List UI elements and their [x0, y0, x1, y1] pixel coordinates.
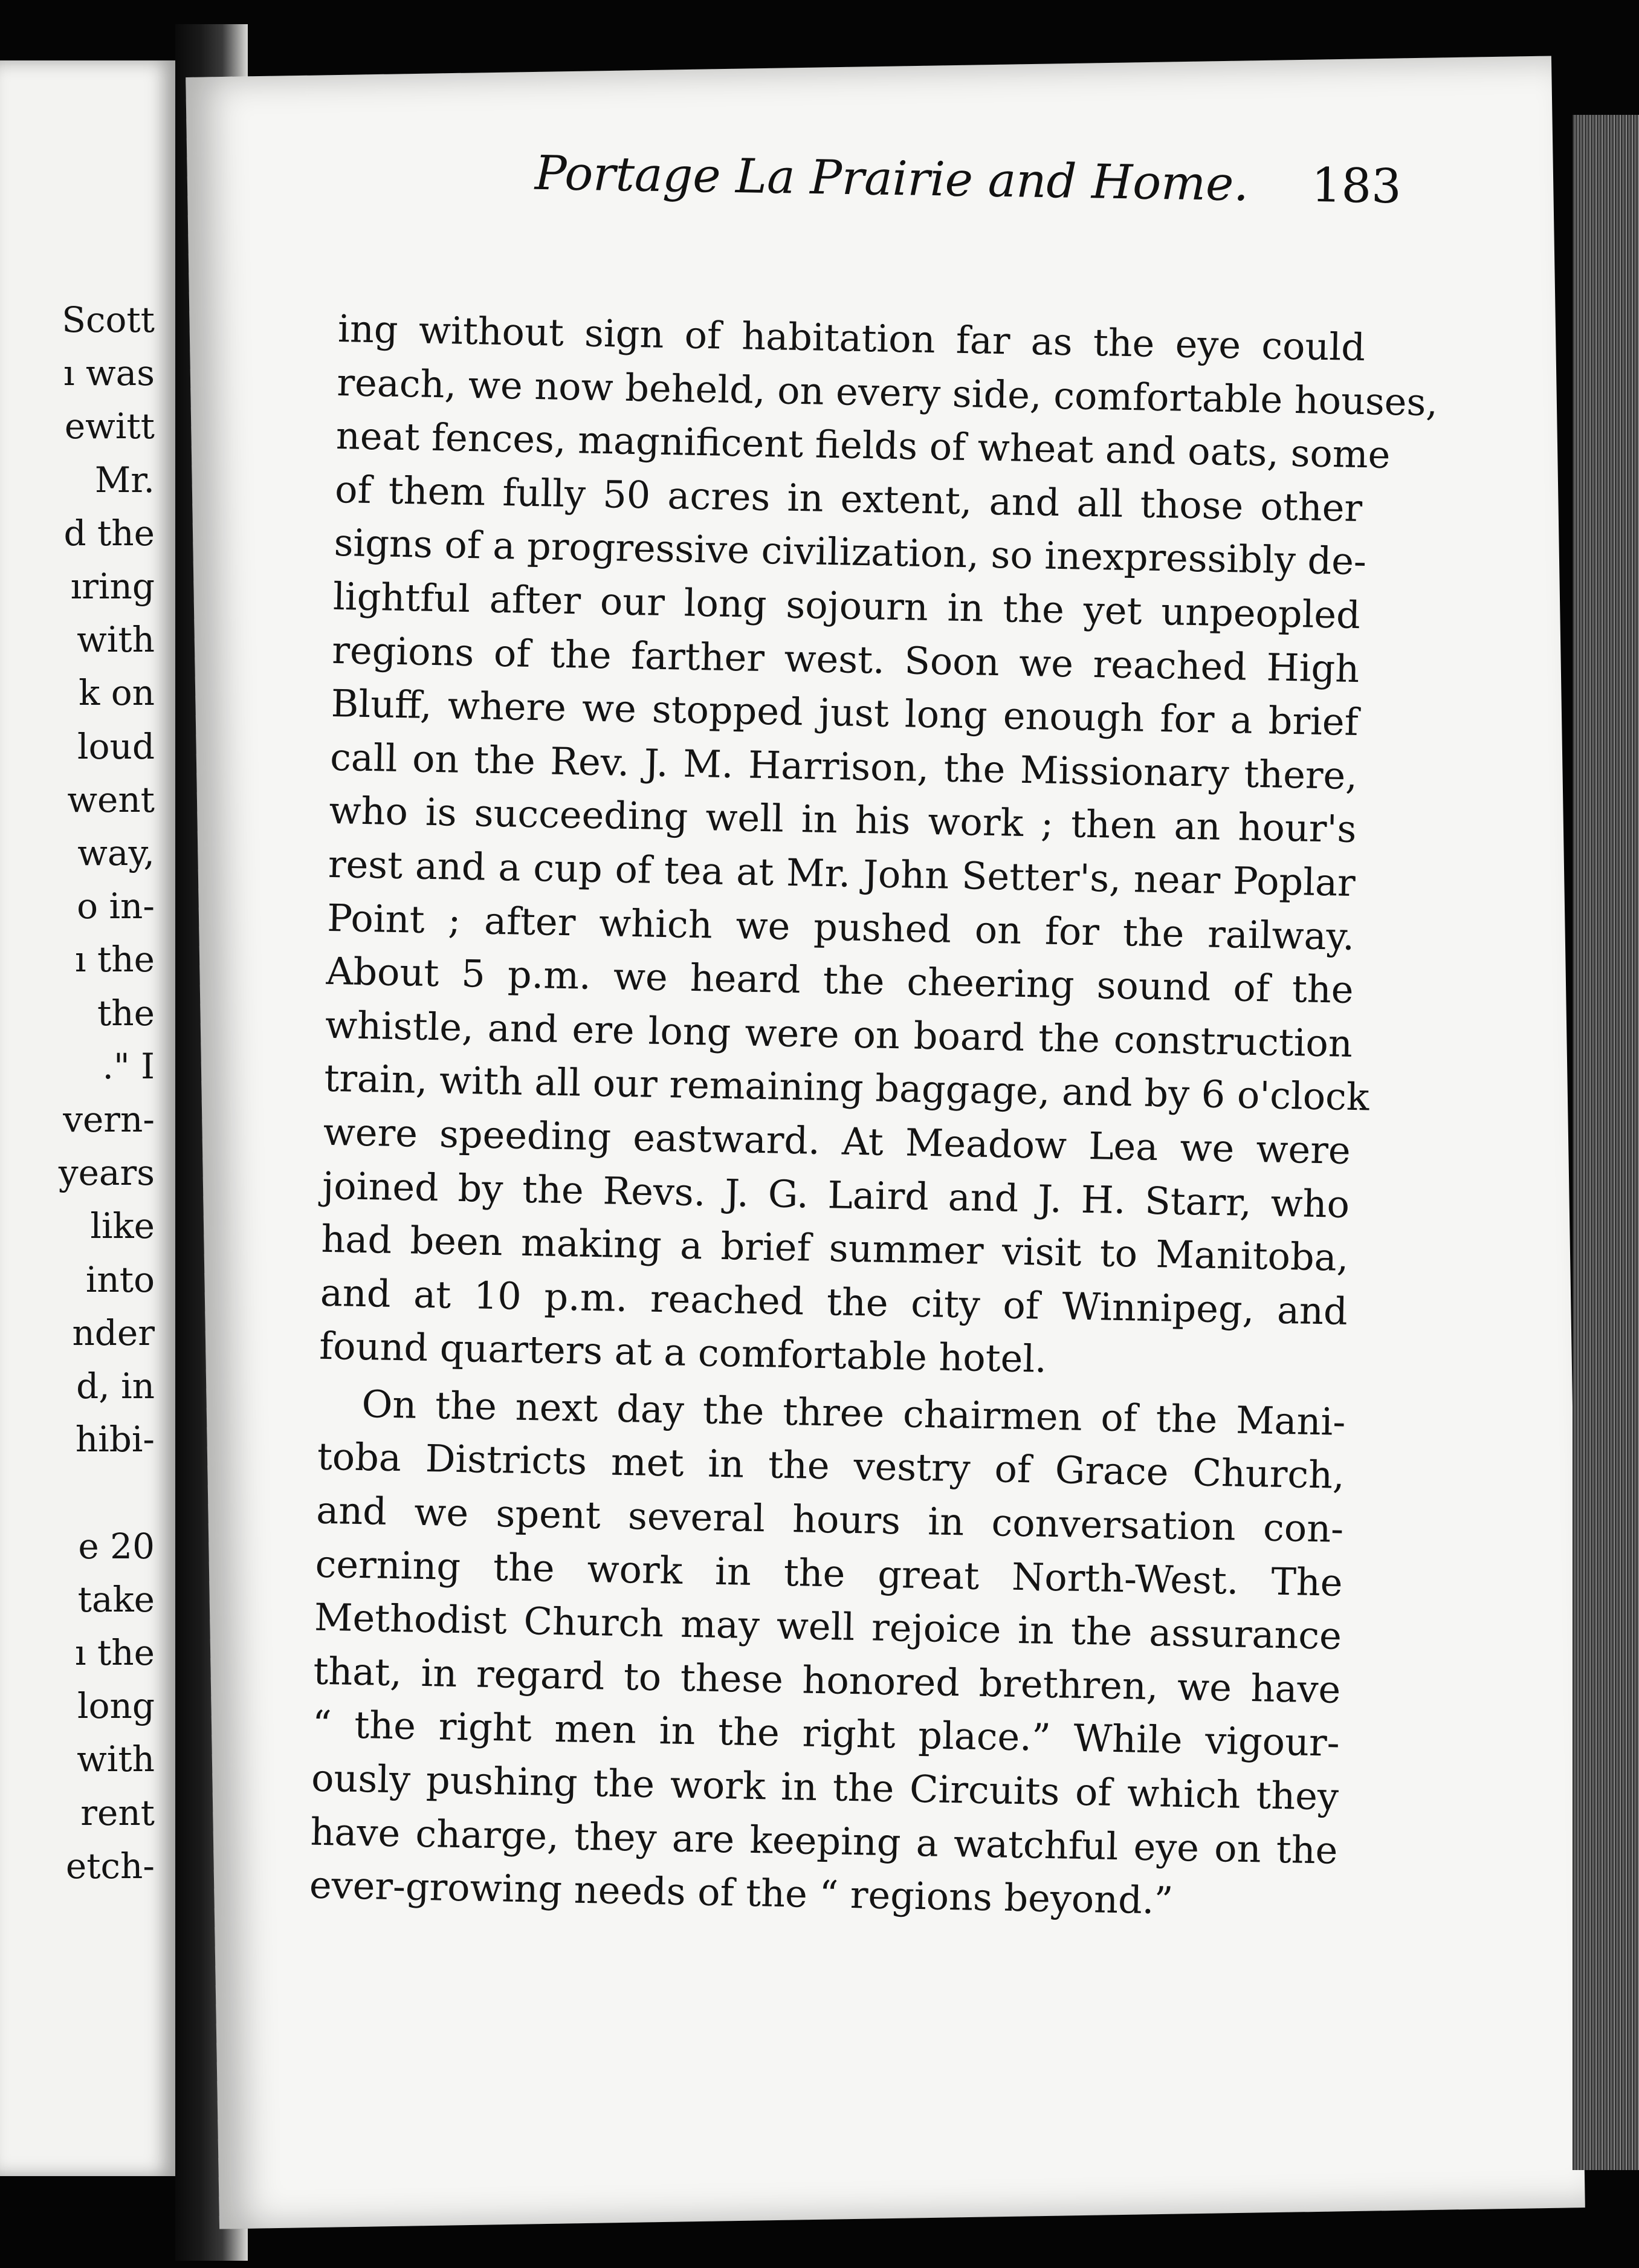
text-line: who is succeeding well in his work ; then an hour's	[328, 788, 1357, 852]
paragraph-end-line: found quarters at a comfortable hotel.	[318, 1323, 1047, 1382]
text-line: have charge, they are keeping a watchful eye on the	[309, 1809, 1339, 1873]
text-line: signs of a progressive civilization, so inexpressibly de-	[334, 520, 1367, 584]
page-edges	[1573, 115, 1639, 2170]
text-line: that, in regard to these honored brethren, we have	[312, 1648, 1341, 1712]
left-page-fragment: nder	[72, 1312, 155, 1353]
text-line: regions of the farther west. Soon we reached High	[331, 627, 1360, 691]
text-line: rest and a cup of tea at Mr. John Setter's, near Poplar	[328, 841, 1356, 905]
left-page-fragment: went	[67, 779, 155, 820]
body-text	[309, 302, 1438, 1931]
left-page-fragment: ı the	[75, 939, 155, 980]
left-page-fragment: e 20	[78, 1525, 155, 1567]
left-page-fragment: like	[90, 1205, 155, 1247]
left-page-fragment: into	[85, 1259, 155, 1300]
left-page-fragment: ı the	[75, 1632, 155, 1673]
page-number: 183	[1311, 158, 1402, 215]
text-line: had been making a brief summer visit to Manitoba,	[320, 1216, 1349, 1280]
text-line: and we spent several hours in conversation con-	[315, 1488, 1344, 1551]
left-page-fragment: with	[77, 1738, 155, 1780]
left-page-fragment: the	[97, 992, 155, 1034]
left-page-fragment: with	[77, 619, 155, 661]
left-page-fragment: ." I	[102, 1045, 155, 1087]
left-page-fragment: k on	[79, 672, 155, 714]
text-line: train, with all our remaining baggage, and by 6 o'clock	[323, 1056, 1370, 1119]
text-line: and at 10 p.m. reached the city of Winnipeg, and	[320, 1270, 1348, 1333]
text-line: Bluff, where we stopped just long enough for a brief	[331, 681, 1359, 745]
text-line: cerning the work in the great North-West. The	[315, 1541, 1343, 1605]
running-title: Portage La Prairie and Home.	[534, 146, 1249, 212]
left-page-fragment: years	[58, 1152, 155, 1194]
left-page-fragment: ı was	[63, 352, 155, 394]
text-line: of them fully 50 acres in extent, and all those other	[334, 467, 1363, 530]
text-line: toba Districts met in the vestry of Grace Church,	[317, 1434, 1345, 1498]
left-page-fragment: ewitt	[64, 406, 155, 447]
left-page-fragment: d the	[63, 512, 155, 554]
left-page-fragment: loud	[77, 725, 155, 767]
left-page-fragment: take	[77, 1578, 155, 1620]
text-line: ously pushing the work in the Circuits of which they	[311, 1755, 1339, 1819]
left-page-fragment: d, in	[76, 1366, 155, 1407]
text-line: joined by the Revs. J. G. Laird and J. H. Starr, who	[322, 1163, 1350, 1226]
left-page-fragment: etch-	[65, 1845, 155, 1887]
text-line: ing without sign of habitation far as the eye could	[337, 306, 1366, 370]
text-line: Point ; after which we pushed on for the railway.	[326, 895, 1355, 959]
left-page-fragment: long	[77, 1685, 155, 1727]
left-page-fragment: hibi-	[75, 1419, 155, 1460]
text-line: were speeding eastward. At Meadow Lea we were	[323, 1109, 1351, 1173]
text-line: “ the right men in the right place.” While vigour-	[312, 1702, 1340, 1766]
text-line: Methodist Church may well rejoice in the assurance	[314, 1595, 1342, 1659]
text-line: whistle, and ere long were on board the construction	[325, 1002, 1353, 1066]
text-line: neat fences, magnificent fields of wheat and oats, some	[335, 413, 1391, 478]
paragraph-start-line: On the next day the three chairmen of the Mani-	[361, 1381, 1346, 1444]
left-page-fragment: ıring	[70, 566, 155, 607]
text-line: reach, we now beheld, on every side, comfortable houses,	[336, 360, 1438, 424]
left-facing-page	[0, 60, 175, 2176]
left-page-fragment: o in-	[77, 886, 155, 927]
left-page-fragment: way,	[77, 832, 155, 873]
left-page-fragment: Scott	[62, 299, 155, 340]
left-page-fragment: rent	[80, 1792, 155, 1833]
text-line: About 5 p.m. we heard the cheering sound of the	[326, 948, 1354, 1012]
left-page-fragment: Mr.	[94, 459, 155, 501]
text-line: lightful after our long sojourn in the yet unpeopled	[332, 574, 1361, 638]
left-page-fragment: vern-	[63, 1099, 155, 1140]
text-line: call on the Rev. J. M. Harrison, the Missionary there,	[329, 734, 1358, 798]
paragraph-end-line: ever-growing needs of the “ regions beyond.”	[309, 1862, 1174, 1923]
